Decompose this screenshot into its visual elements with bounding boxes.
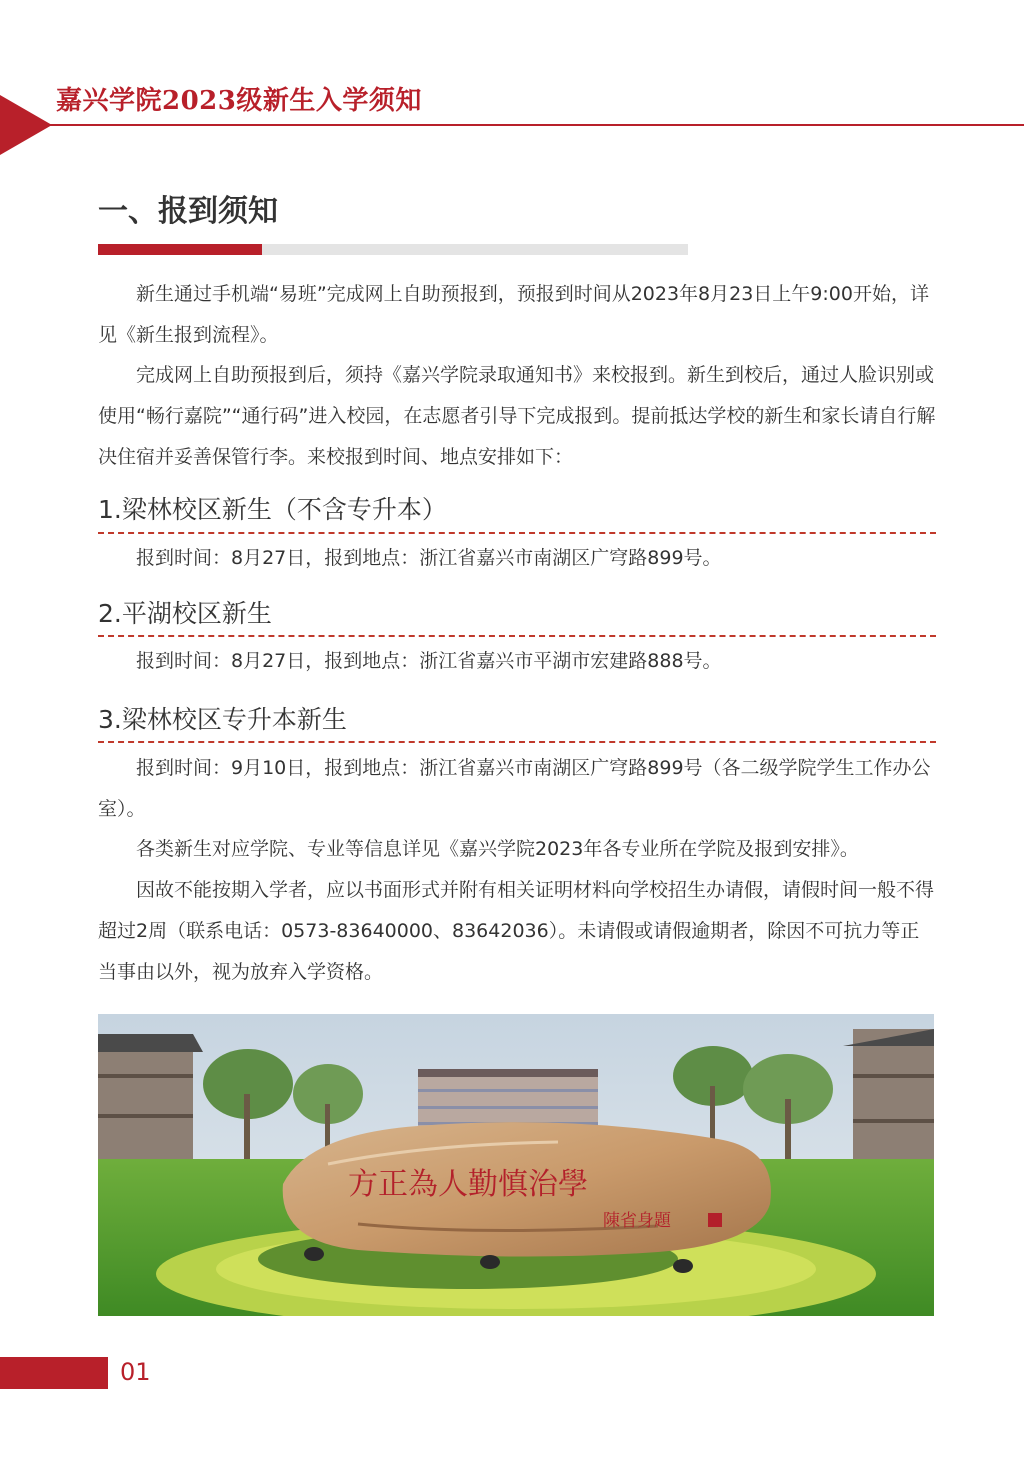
paragraph-upgrade-schedule: 报到时间：9月10日，报到地点：浙江省嘉兴市南湖区广穹路899号（各二级学院学生工作办公室）。 — [98, 757, 931, 820]
paragraph-lianglin-schedule: 报到时间：8月27日，报到地点：浙江省嘉兴市南湖区广穹路899号。 — [136, 547, 722, 569]
page-number: 01 — [120, 1358, 151, 1386]
dashed-divider — [98, 635, 936, 637]
seal-stamp-icon — [708, 1213, 722, 1227]
header-divider — [50, 124, 1024, 126]
paragraph-pre-registration: 新生通过手机端“易班”完成网上自助预报到，预报到时间从2023年8月23日上午9:00开始，详见《新生报到流程》。 — [98, 283, 929, 346]
section-title: 一、报到须知 — [98, 194, 278, 229]
campus-stone-photo — [98, 1014, 934, 1316]
paragraph-major-info: 各类新生对应学院、专业等信息详见《嘉兴学院2023年各专业所在学院及报到安排》。 — [136, 838, 859, 860]
stone-inscription: 方正為人勤慎治學 — [348, 1167, 588, 1202]
subheading-upgrade-students: 3.梁林校区专升本新生 — [98, 705, 347, 734]
subheading-lianglin-campus: 1.梁林校区新生（不含专升本） — [98, 495, 447, 524]
paragraph-leave-policy: 因故不能按期入学者，应以书面形式并附有相关证明材料向学校招生办请假，请假时间一般不得超过2周（联系电话：0573-83640000、83642036）。未请假或请假逾期者，除因不可抗力等正当事由以外，视为放弃入学资格。 — [98, 879, 935, 983]
dashed-divider — [98, 741, 936, 743]
section-underline-accent — [98, 244, 262, 255]
stone-signature: 陳省身題 — [603, 1211, 671, 1231]
paragraph-arrival-instructions: 完成网上自助预报到后，须持《嘉兴学院录取通知书》来校报到。新生到校后，通过人脸识别或使用“畅行嘉院”“通行码”进入校园，在志愿者引导下完成报到。提前抵达学校的新生和家长请自行解决住宿并妥善保管行李。来校报到时间、地点安排如下： — [98, 364, 936, 468]
dashed-divider — [98, 532, 936, 534]
document-title: 嘉兴学院2023级新生入学须知 — [56, 86, 422, 116]
subheading-pinghu-campus: 2.平湖校区新生 — [98, 599, 272, 628]
footer-accent-bar — [0, 1357, 108, 1389]
header-triangle-decoration — [0, 95, 52, 155]
paragraph-pinghu-schedule: 报到时间：8月27日，报到地点：浙江省嘉兴市平湖市宏建路888号。 — [136, 650, 722, 672]
